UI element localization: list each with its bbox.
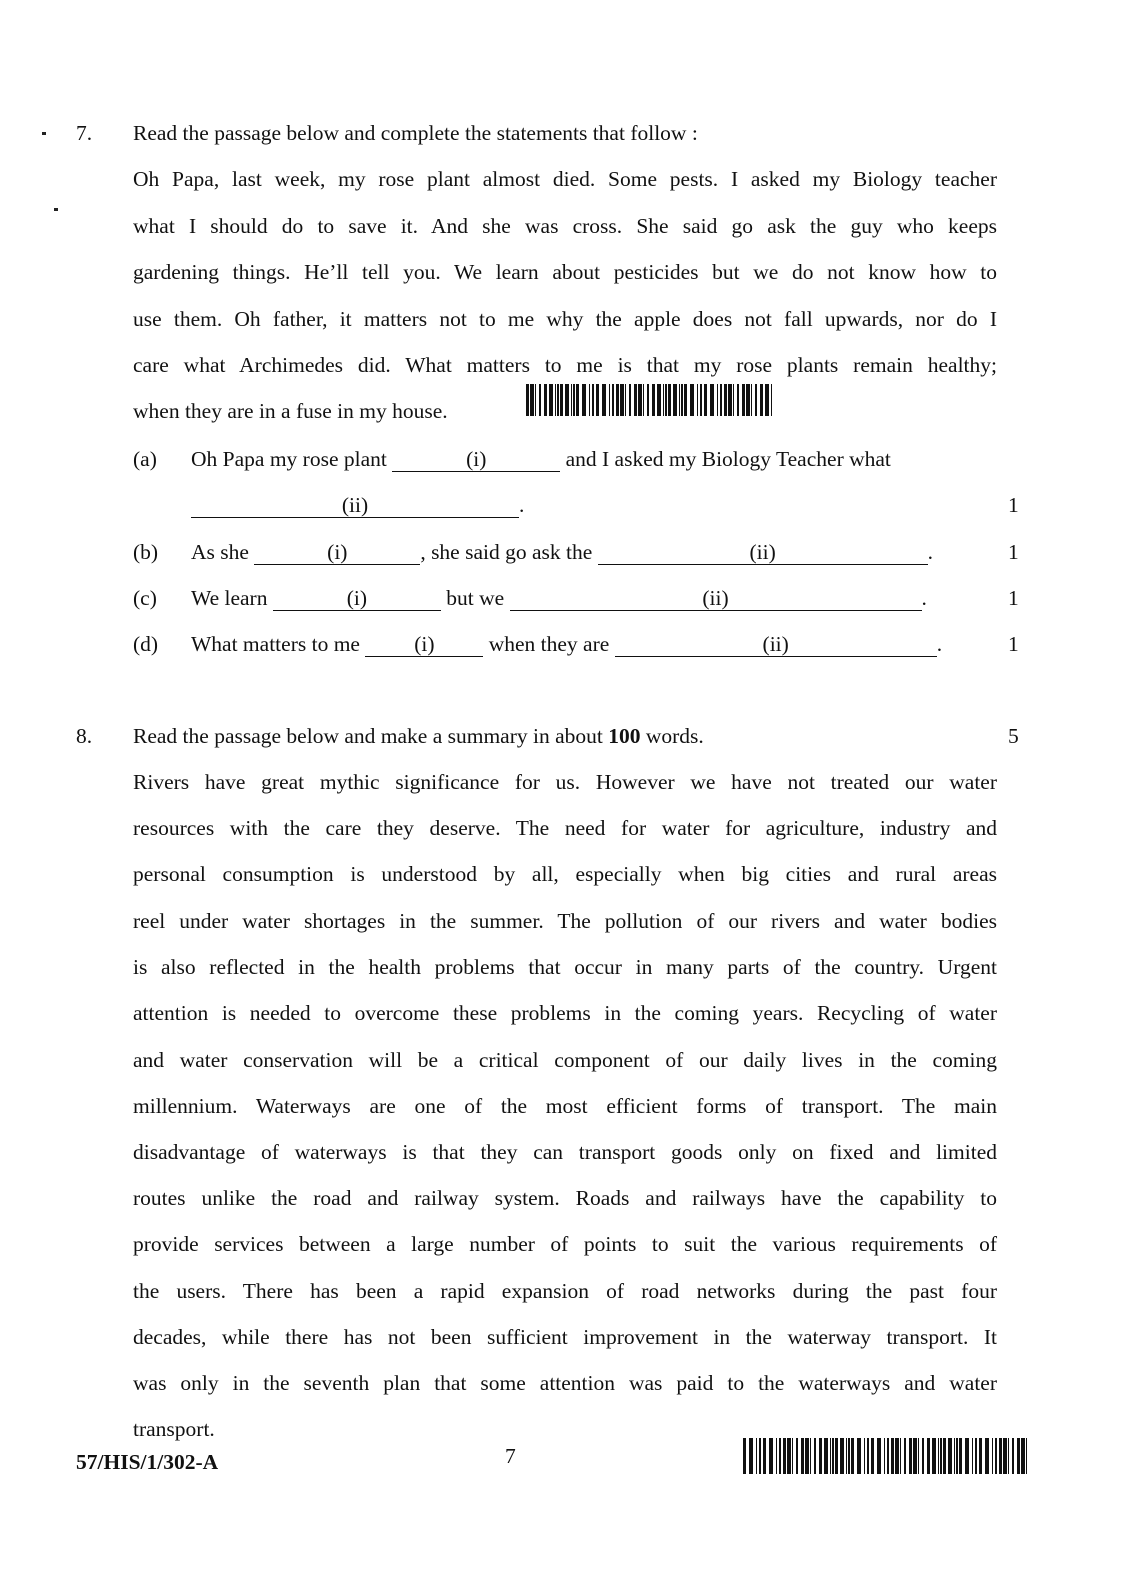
barcode-bar	[891, 1438, 894, 1474]
statement-text: What matters to me	[191, 632, 360, 656]
barcode-bar	[887, 1438, 889, 1474]
q7-passage-line: what I should do to save it. And she was cross. She said go ask the guy who keeps	[133, 214, 997, 238]
q7-statement-d	[191, 632, 942, 657]
instruction-text: words.	[640, 724, 704, 748]
answer-blank[interactable]: (i)	[365, 633, 483, 657]
barcode-bar	[720, 384, 722, 416]
barcode-bar	[867, 1438, 869, 1474]
barcode-bar	[846, 1438, 847, 1474]
instruction-text: Read the passage below and make a summary in about	[133, 724, 609, 748]
statement-text: and I asked my Biology Teacher what	[565, 447, 891, 471]
marks-c: 1	[1008, 586, 1019, 610]
barcode-bar	[717, 384, 718, 416]
barcode-bar	[965, 1438, 969, 1474]
q7-statement-a-continued	[191, 493, 524, 518]
statement-text: Oh Papa my rose plant	[191, 447, 387, 471]
q8-passage-line: decades, while there has not been sufficient improvement in the waterway transport. It	[133, 1325, 997, 1349]
barcode-bar	[602, 384, 606, 416]
statement-text: but we	[446, 586, 505, 610]
barcode-bar	[904, 1438, 906, 1474]
barcode-bar	[796, 1438, 798, 1474]
barcode-bar	[612, 384, 614, 416]
marks-b: 1	[1008, 540, 1019, 564]
q7-passage-line: when they are in a fuse in my house.	[133, 399, 448, 423]
statement-text: We learn	[191, 586, 268, 610]
barcode-bar	[805, 1438, 809, 1474]
barcode-bar	[616, 384, 619, 416]
statement-end: .	[519, 493, 525, 517]
barcode-bar	[751, 384, 752, 416]
barcode-bar	[840, 1438, 844, 1474]
barcode-bar	[596, 384, 599, 416]
barcode-bar	[975, 1438, 977, 1474]
barcode-bar	[673, 384, 677, 416]
barcode-bar	[697, 384, 698, 416]
barcode-bar	[884, 1438, 885, 1474]
barcode-bar	[634, 384, 637, 416]
barcode-bar	[609, 384, 610, 416]
q7-passage-line: gardening things. He’ll tell you. We learn about pesticides but we do not know how to	[133, 260, 997, 284]
barcode-bar	[835, 1438, 838, 1474]
q8-passage-line: transport.	[133, 1417, 215, 1441]
q7-passage-line: Oh Papa, last week, my rose plant almost died. Some pests. I asked my Biology teacher	[133, 167, 997, 191]
statement-end: .	[921, 586, 927, 610]
barcode-bar	[681, 384, 683, 416]
barcode-bar	[871, 1438, 874, 1474]
statement-end: .	[927, 540, 934, 564]
barcode-bar	[710, 384, 714, 416]
barcode-bar	[679, 384, 680, 416]
barcode-bar	[733, 384, 734, 416]
answer-blank[interactable]: (i)	[273, 587, 441, 611]
marks-d: 1	[1008, 632, 1019, 656]
barcode-bar	[765, 384, 769, 416]
barcode-bar	[792, 1438, 793, 1474]
barcode-bar	[956, 1438, 958, 1474]
stray-mark	[42, 132, 46, 135]
barcode-bar	[576, 384, 579, 416]
q8-passage-line: Rivers have great mythic significance for us. However we have not treated our water	[133, 770, 997, 794]
barcode-bar	[643, 384, 644, 416]
barcode-bar	[1021, 1438, 1025, 1474]
barcode-bar	[638, 384, 642, 416]
barcode-bar	[665, 384, 667, 416]
stray-mark	[54, 208, 58, 211]
paper-code: 57/HIS/1/302-A	[76, 1450, 219, 1474]
barcode-bar	[999, 1438, 1002, 1474]
barcode-bar	[742, 384, 745, 416]
barcode-bar	[1012, 1438, 1014, 1474]
marks-q8: 5	[1008, 724, 1019, 748]
barcode-bar	[589, 384, 590, 416]
barcode-bar	[555, 384, 556, 416]
barcode-bar	[909, 1438, 912, 1474]
barcode-footer	[743, 1438, 1031, 1474]
barcode-bar	[763, 1438, 766, 1474]
q7-passage-line: use them. Oh father, it matters not to me why the apple does not fall upwards, nor do I	[133, 307, 997, 331]
barcode-bar	[760, 384, 763, 416]
question-7-instruction: Read the passage below and complete the statements that follow :	[133, 121, 698, 145]
barcode-bar	[779, 1438, 781, 1474]
barcode-bar	[724, 384, 727, 416]
barcode-bar	[857, 1438, 861, 1474]
barcode-bar	[1003, 1438, 1007, 1474]
q7-passage-line: care what Archimedes did. What matters to me is that my rose plants remain healthy;	[133, 353, 997, 377]
barcode-bar	[895, 1438, 899, 1474]
barcode-bar	[704, 384, 707, 416]
barcode-bar	[995, 1438, 997, 1474]
barcode-bar	[668, 384, 671, 416]
barcode-bar	[771, 384, 772, 416]
barcode-bar	[663, 384, 664, 416]
barcode-bar	[769, 1438, 773, 1474]
barcode-bar	[755, 384, 757, 416]
q8-passage-line: personal consumption is understood by all, especially when big cities and rural areas	[133, 862, 997, 886]
barcode-bar	[592, 384, 594, 416]
barcode-bar	[992, 1438, 993, 1474]
barcode-bar	[810, 1438, 811, 1474]
statement-text: , she said go ask the	[420, 540, 593, 564]
barcode-bar	[647, 384, 649, 416]
barcode-bar	[832, 1438, 834, 1474]
q8-passage-line: attention is needed to overcome these problems in the coming years. Recycling of water	[133, 1001, 997, 1025]
q8-passage-line: disadvantage of waterways is that they can transport goods only on fixed and limited	[133, 1140, 997, 1164]
barcode-bar	[565, 384, 569, 416]
barcode-bar	[877, 1438, 881, 1474]
barcode-bar	[1008, 1438, 1009, 1474]
barcode-bar	[922, 1438, 924, 1474]
q7-statement-c	[191, 586, 927, 611]
barcode-bar	[652, 384, 655, 416]
q8-passage-line: millennium. Waterways are one of the most efficient forms of transport. The main	[133, 1094, 997, 1118]
q8-passage-line: routes unlike the road and railway system. Roads and railways have the capability to	[133, 1186, 997, 1210]
q7-statement-a	[191, 447, 891, 472]
marks-a: 1	[1008, 493, 1019, 517]
barcode-bar	[913, 1438, 917, 1474]
barcode-bar	[932, 1438, 936, 1474]
barcode-bar	[1026, 1438, 1027, 1474]
barcode-bar	[783, 1438, 786, 1474]
barcode-bar	[557, 384, 559, 416]
answer-blank[interactable]: (i)	[392, 448, 560, 472]
q8-passage-line: is also reflected in the health problems that occur in many parts of the country. Urgent	[133, 955, 997, 979]
barcode-bar	[819, 1438, 822, 1474]
q7-statement-b-label: (b)	[133, 540, 159, 564]
q8-passage-line: the users. There has been a rapid expansion of road networks during the past four	[133, 1279, 997, 1303]
word-count: 100	[608, 724, 641, 748]
barcode-bar	[756, 1438, 757, 1474]
barcode-bar	[938, 1438, 939, 1474]
barcode-bar	[943, 1438, 946, 1474]
barcode-bar	[759, 1438, 761, 1474]
page-number: 7	[505, 1444, 516, 1468]
barcode-bar	[573, 384, 575, 416]
barcode-bar	[848, 1438, 850, 1474]
question-7-number: 7.	[76, 121, 93, 145]
barcode-bar	[927, 1438, 930, 1474]
barcode-bar	[918, 1438, 919, 1474]
question-8-number: 8.	[76, 724, 93, 748]
barcode-bar	[814, 1438, 816, 1474]
barcode-bar	[539, 384, 541, 416]
q8-passage-line: was only in the seventh plan that some attention was paid to the waterways and water	[133, 1371, 997, 1395]
barcode-bar	[1017, 1438, 1020, 1474]
barcode-bar	[979, 1438, 982, 1474]
barcode-bar	[851, 1438, 854, 1474]
barcode-bar	[571, 384, 572, 416]
barcode-bar	[690, 384, 694, 416]
answer-blank[interactable]: (ii)	[510, 587, 922, 611]
barcode-bar	[985, 1438, 989, 1474]
barcode-bar	[954, 1438, 955, 1474]
barcode-bar	[560, 384, 563, 416]
barcode-bar	[629, 384, 631, 416]
barcode-bar	[801, 1438, 804, 1474]
barcode-bar	[625, 384, 626, 416]
q7-statement-b	[191, 540, 933, 565]
q8-passage-line: provide services between a large number of points to suit the various requirements of	[133, 1232, 997, 1256]
barcode-inline	[526, 384, 774, 416]
barcode-bar	[728, 384, 732, 416]
barcode-bar	[864, 1438, 865, 1474]
answer-blank[interactable]: (ii)	[598, 541, 928, 565]
barcode-bar	[620, 384, 624, 416]
barcode-bar	[657, 384, 661, 416]
barcode-bar	[948, 1438, 952, 1474]
q7-statement-a-label: (a)	[133, 447, 157, 471]
barcode-bar	[972, 1438, 973, 1474]
barcode-bar	[535, 384, 536, 416]
barcode-bar	[582, 384, 586, 416]
barcode-bar	[530, 384, 534, 416]
barcode-bar	[787, 1438, 791, 1474]
barcode-bar	[776, 1438, 777, 1474]
barcode-bar	[684, 384, 687, 416]
barcode-bar	[549, 384, 553, 416]
barcode-bar	[959, 1438, 962, 1474]
barcode-bar	[824, 1438, 828, 1474]
q8-passage-line: resources with the care they deserve. The need for water for agriculture, industry and	[133, 816, 997, 840]
barcode-bar	[526, 384, 529, 416]
q7-statement-d-label: (d)	[133, 632, 159, 656]
q8-passage-line: reel under water shortages in the summer. The pollution of our rivers and water bodies	[133, 909, 997, 933]
barcode-bar	[746, 384, 750, 416]
answer-blank[interactable]: (i)	[254, 541, 420, 565]
q7-statement-c-label: (c)	[133, 586, 157, 610]
barcode-bar	[743, 1438, 746, 1474]
barcode-bar	[700, 384, 702, 416]
answer-blank[interactable]: (ii)	[615, 633, 937, 657]
question-8-instruction	[133, 724, 704, 749]
statement-end: .	[936, 632, 943, 656]
barcode-bar	[737, 384, 739, 416]
barcode-bar	[749, 1438, 753, 1474]
barcode-bar	[830, 1438, 831, 1474]
statement-text: As she	[191, 540, 249, 564]
barcode-bar	[900, 1438, 901, 1474]
barcode-bar	[544, 384, 547, 416]
answer-blank[interactable]: (ii)	[191, 494, 519, 518]
q8-passage-line: and water conservation will be a critical component of our daily lives in the coming	[133, 1048, 997, 1072]
statement-text: when they are	[488, 632, 610, 656]
barcode-bar	[940, 1438, 942, 1474]
